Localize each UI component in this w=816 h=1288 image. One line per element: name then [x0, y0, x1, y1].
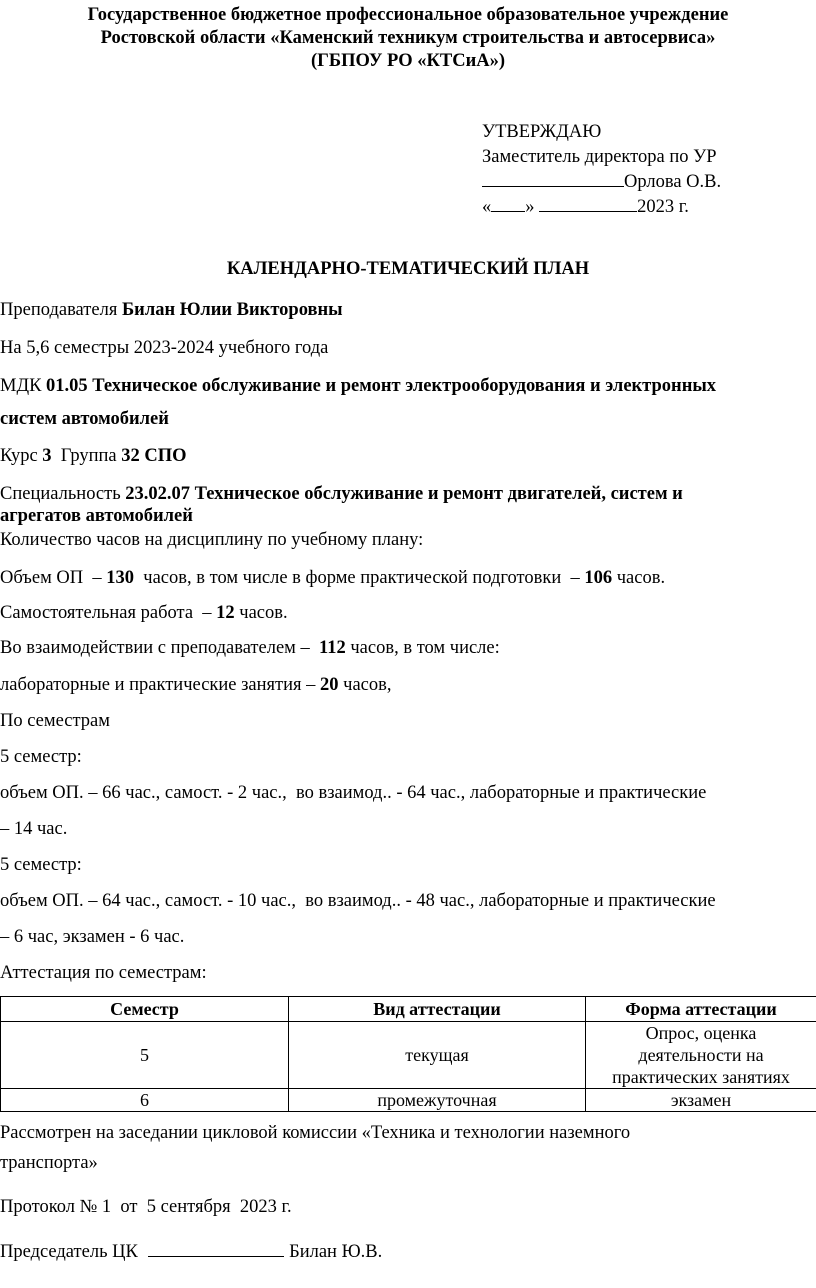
specialty-title-continued: агрегатов автомобилей [0, 506, 193, 526]
op-prefix: Объем ОП – [0, 568, 107, 588]
specialty-line [0, 483, 683, 505]
op-suffix: часов. [612, 568, 666, 588]
approval-signature-line [482, 170, 721, 195]
date-quote-open: « [482, 197, 492, 217]
by-semester-label: По семестрам [0, 711, 110, 731]
header-form: Форма аттестации [586, 997, 816, 1022]
protocol-line: Протокол № 1 от 5 сентября 2023 г. [0, 1197, 292, 1217]
mdk-line [0, 375, 716, 397]
op-volume-line [0, 567, 665, 589]
group-value: 32 СПО [121, 446, 187, 466]
row1-form [586, 1022, 816, 1089]
approval-title: УТВЕРЖДАЮ [482, 122, 602, 142]
date-quote-close: » [525, 197, 535, 217]
approval-signer: Орлова О.В. [624, 172, 722, 192]
course-group-line [0, 445, 187, 467]
table-row [1, 1022, 816, 1089]
approval-date-line [482, 195, 721, 220]
teacher-label: Преподавателя [0, 300, 122, 320]
chair-line [0, 1240, 382, 1263]
specialty-title: 23.02.07 Техническое обслуживание и ремонт двигателей, систем и [125, 484, 683, 504]
inter-prefix: Во взаимодействии с преподавателем – [0, 638, 320, 658]
lab-line [0, 674, 392, 696]
semester-a-details-continued: – 14 час. [0, 819, 68, 839]
row1-form-line2: деятельности на [638, 1045, 764, 1065]
approval-year: 2023 г. [637, 197, 689, 217]
inter-suffix: часов, в том числе: [345, 638, 500, 658]
reviewed-line: Рассмотрен на заседании цикловой комиссии «Техника и технологии наземного [0, 1123, 631, 1143]
teacher-line [0, 299, 343, 321]
course-label: Курс [0, 446, 43, 466]
mdk-title-continued: систем автомобилей [0, 409, 169, 429]
self-suffix: часов. [234, 603, 288, 623]
row1-semester: 5 [1, 1022, 289, 1089]
header-type: Вид аттестации [289, 997, 586, 1022]
mdk-label: МДК [0, 376, 47, 396]
semester-a-label: 5 семестр: [0, 747, 82, 767]
institution-abbreviation: (ГБПОУ РО «КТСиА») [310, 51, 506, 71]
group-label: Группа [51, 446, 122, 466]
approval-block [482, 120, 721, 220]
row1-form-line3: практических занятиях [612, 1067, 790, 1087]
row2-form: экзамен [586, 1089, 816, 1112]
specialty-label: Специальность [0, 484, 126, 504]
self-work-line [0, 602, 288, 624]
row2-semester: 6 [1, 1089, 289, 1112]
op-practice-value: 106 [584, 568, 613, 588]
op-mid: часов, в том числе в форме практической подготовки – [134, 568, 585, 588]
teacher-name: Билан Юлии Викторовны [121, 300, 343, 320]
self-value: 12 [216, 603, 235, 623]
table-row [1, 1089, 816, 1112]
attestation-table [0, 996, 816, 1112]
approval-position: Заместитель директора по УР [482, 147, 717, 167]
chair-name: Билан Ю.В. [284, 1242, 383, 1262]
interaction-line [0, 637, 500, 659]
institution-name-line2: Ростовской области «Каменский техникум строительства и автосервиса» [100, 28, 716, 48]
institution-name-line1: Государственное бюджетное профессиональное образовательное учреждение [87, 5, 729, 25]
header-semester: Семестр [1, 997, 289, 1022]
document-title: КАЛЕНДАРНО-ТЕМАТИЧЕСКИЙ ПЛАН [226, 259, 590, 279]
semester-b-details: объем ОП. – 64 час., самост. - 10 час., во взаимод.. - 48 час., лабораторные и практические [0, 891, 716, 911]
row1-form-line1: Опрос, оценка [645, 1023, 757, 1043]
semester-a-details: объем ОП. – 66 час., самост. - 2 час., во взаимод.. - 64 час., лабораторные и практические [0, 783, 707, 803]
semesters-line: На 5,6 семестры 2023-2024 учебного года [0, 338, 329, 358]
lab-suffix: часов, [338, 675, 392, 695]
self-prefix: Самостоятельная работа – [0, 603, 217, 623]
hours-intro: Количество часов на дисциплину по учебному плану: [0, 530, 424, 550]
attestation-label: Аттестация по семестрам: [0, 963, 207, 983]
lab-prefix: лабораторные и практические занятия – [0, 675, 321, 695]
semester-b-label: 5 семестр: [0, 855, 82, 875]
mdk-title: 01.05 Техническое обслуживание и ремонт электрооборудования и электронных [46, 376, 717, 396]
course-value: 3 [42, 446, 52, 466]
reviewed-line-continued: транспорта» [0, 1153, 98, 1173]
semester-b-details-continued: – 6 час, экзамен - 6 час. [0, 927, 185, 947]
row2-type: промежуточная [289, 1089, 586, 1112]
chair-label: Председатель ЦК [0, 1242, 143, 1262]
lab-value: 20 [320, 675, 339, 695]
row1-type: текущая [289, 1022, 586, 1089]
op-value: 130 [106, 568, 135, 588]
inter-value: 112 [319, 638, 346, 658]
institution-header [0, 4, 816, 73]
table-header-row [1, 997, 816, 1022]
